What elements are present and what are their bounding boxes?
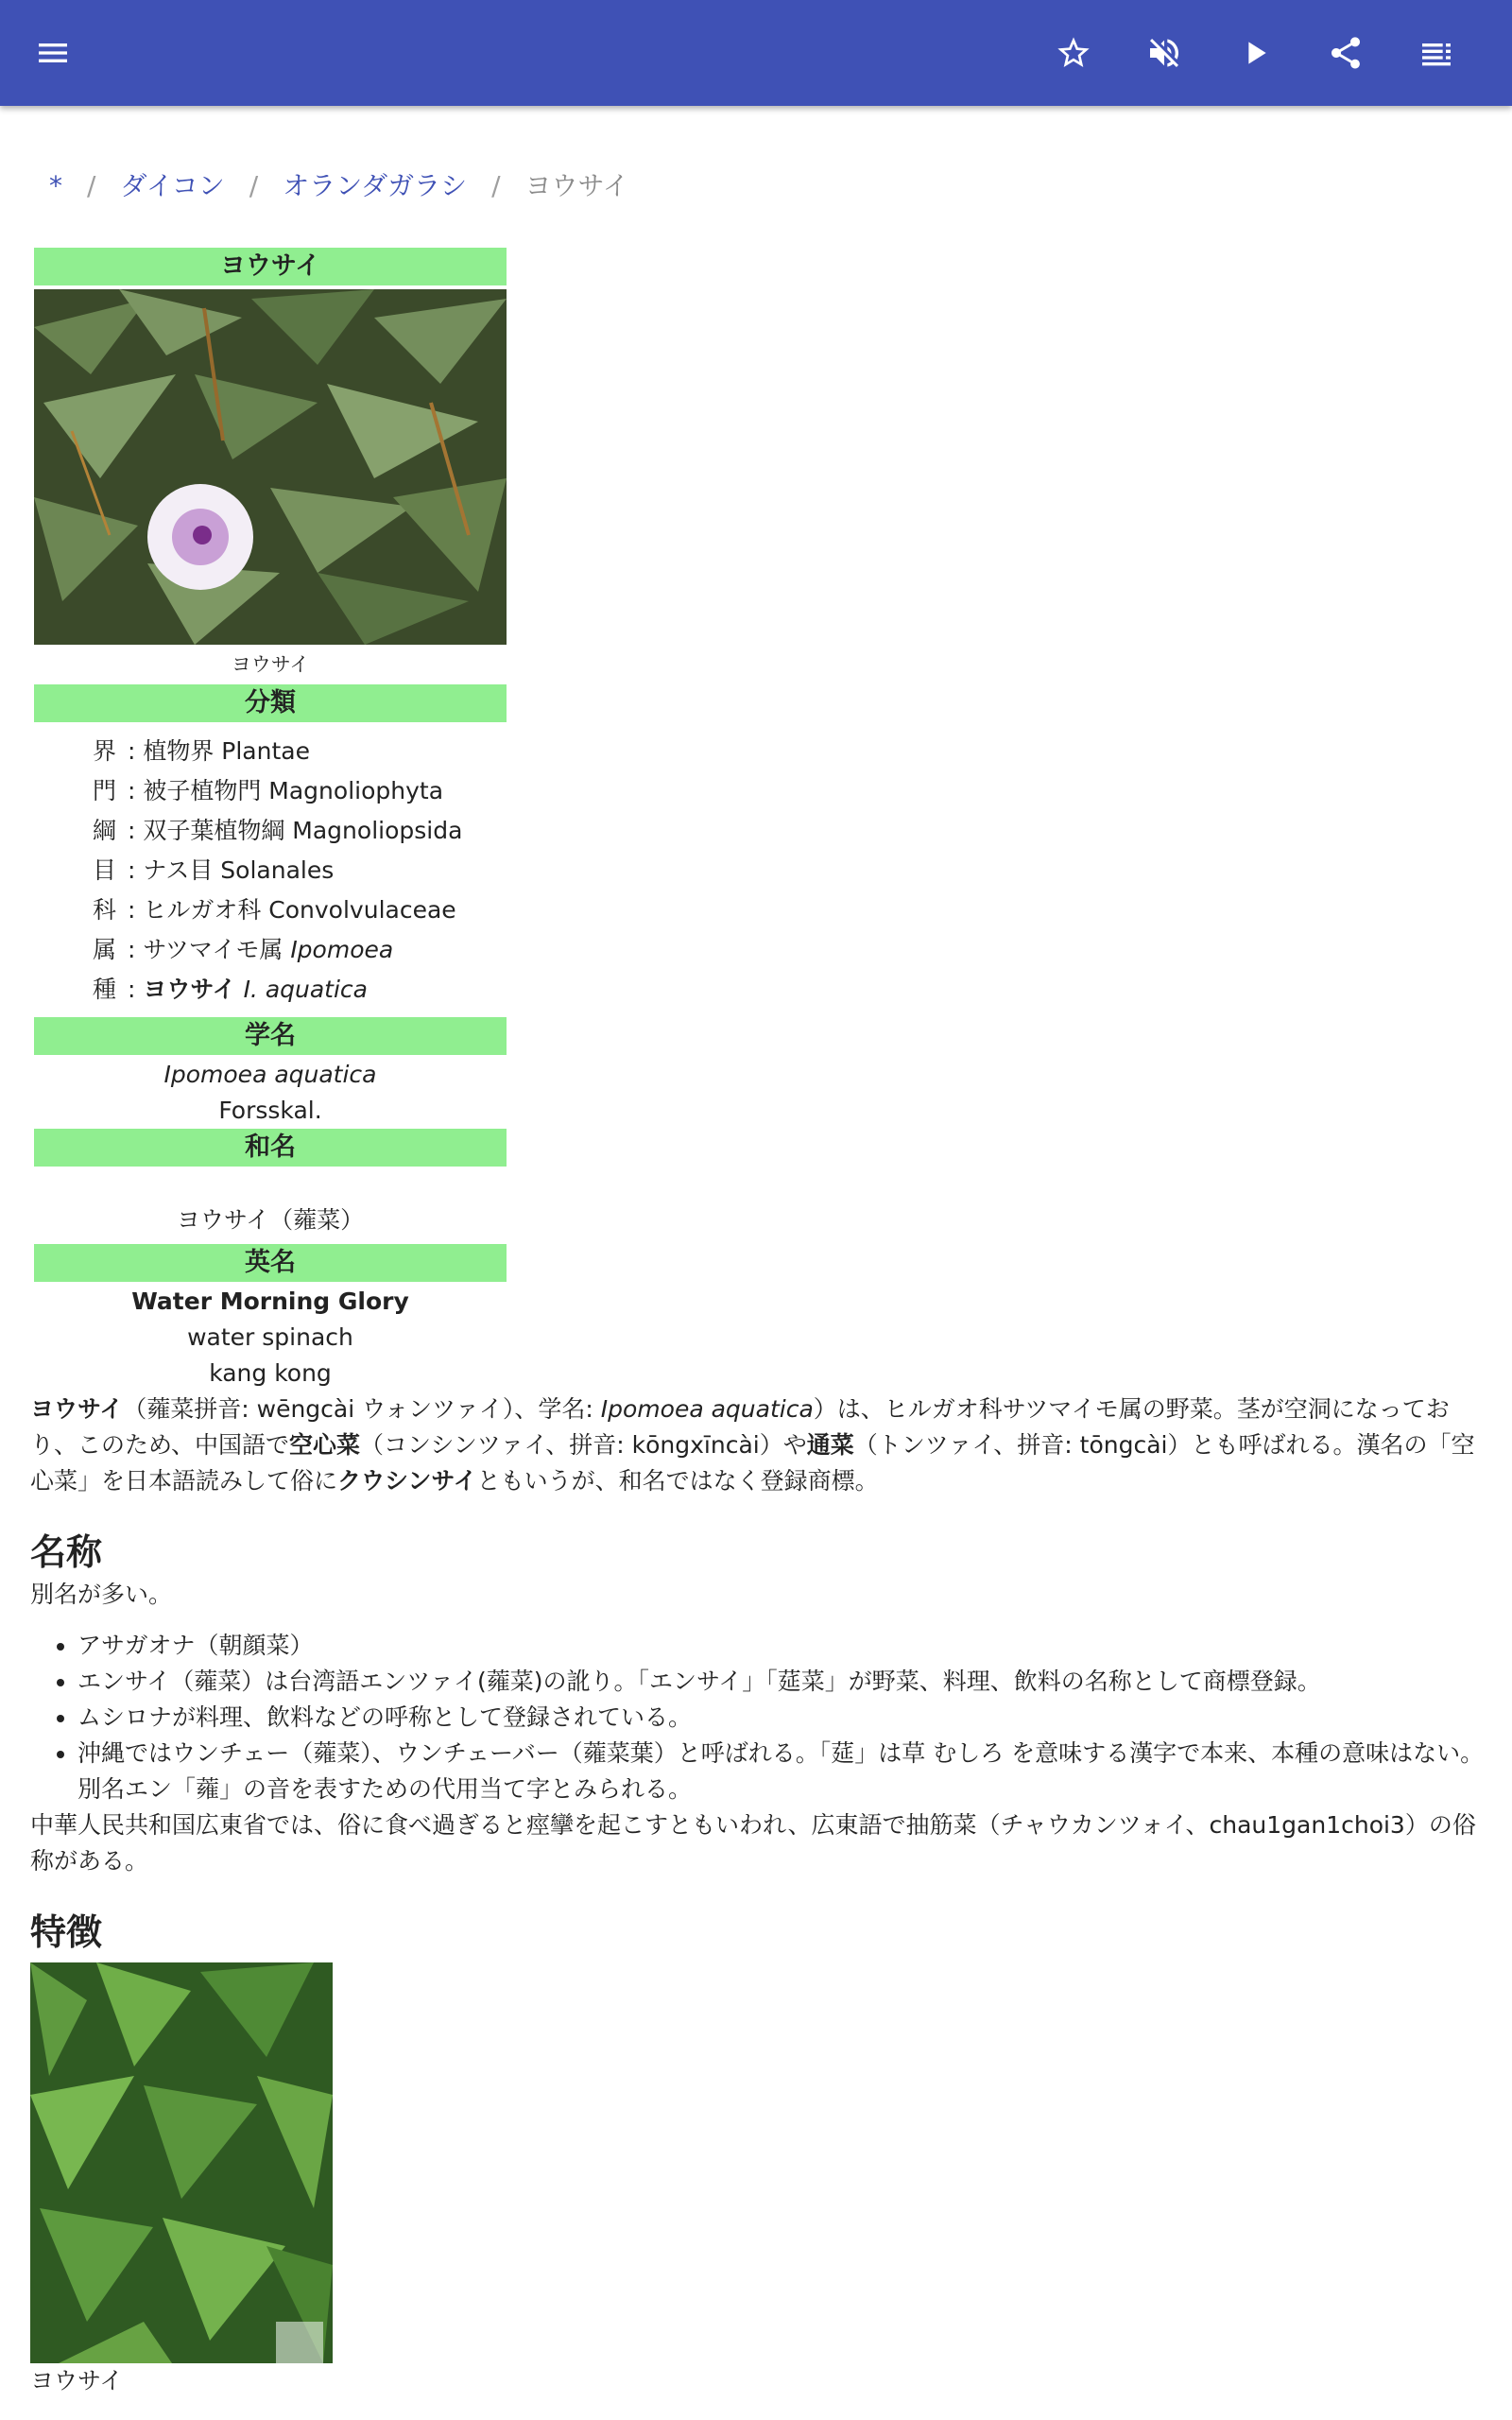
taxobox-title: ヨウサイ <box>34 248 507 285</box>
taxon-link[interactable]: 被子植物門 Magnoliophyta <box>143 777 444 804</box>
intro-bold: クウシンサイ <box>337 1467 477 1495</box>
names-lead: 別名が多い。 <box>30 1581 173 1608</box>
list-item: • ムシロナが料理、飲料などの呼称として登録されている。 <box>77 1700 1486 1736</box>
taxon-species: 種 : ヨウサイ I. aquatica <box>93 976 368 1003</box>
taxon-latin: Ipomoea <box>290 936 394 963</box>
taxon-genus: 属 : サツマイモ属 Ipomoea <box>93 936 394 963</box>
playlist-icon <box>1418 34 1455 72</box>
share-icon <box>1327 34 1365 72</box>
water-spinach-flower-photo[interactable] <box>34 289 507 645</box>
japanese-name: ヨウサイ（蕹菜） <box>176 1206 365 1234</box>
scientific-name <box>34 1057 507 1093</box>
rank-label: 目 <box>93 856 117 884</box>
article-subject: ヨウサイ <box>30 1395 124 1423</box>
taxon-latin: I. aquatica <box>243 976 368 1003</box>
taxon-order: 目 : ナス目 Solanales <box>93 856 335 884</box>
photo-caption: ヨウサイ <box>231 653 310 676</box>
list-item: • 沖縄ではウンチェー（蕹菜）、ウンチェーバー（蕹菜葉）と呼ばれる。「莚」は草 むしろ を意味する漢字で本来、本種の意味はない。別名エン「蕹」の音を表すための代用当て字とみられる。 <box>77 1736 1486 1807</box>
taxon-link[interactable]: 双子葉植物綱 Magnoliopsida <box>143 817 463 844</box>
breadcrumb-link-orandagarashi[interactable]: オランダガラシ <box>283 170 468 201</box>
breadcrumb-link-root[interactable]: * <box>49 170 62 201</box>
scientific-name-author: Forsskal. <box>218 1097 322 1124</box>
contents-button[interactable] <box>1410 26 1463 79</box>
bookmark-button[interactable] <box>1047 26 1100 79</box>
rank-label: 綱 <box>93 817 117 844</box>
rank-label: 科 <box>93 896 117 924</box>
app-bar <box>0 0 1512 106</box>
taxonomy-list <box>34 722 507 1017</box>
play-icon <box>1236 34 1274 72</box>
english-name-alt: kang kong <box>209 1359 332 1387</box>
star-outline-icon <box>1055 34 1092 72</box>
taxon-species-name: ヨウサイ <box>143 976 236 1003</box>
play-button[interactable] <box>1228 26 1281 79</box>
intro-text: （コンシンツァイ、拼音: kōngxīncài）や <box>360 1431 807 1459</box>
breadcrumb-current: ヨウサイ <box>524 170 629 201</box>
rank-label: 種 <box>93 976 117 1003</box>
taxon-link[interactable]: サツマイモ属 <box>143 936 284 963</box>
list-item: • エンサイ（蕹菜）は台湾語エンツァイ(蕹菜)の訛り。「エンサイ」「莚菜」が野菜、料理、飲料の名称として商標登録。 <box>77 1664 1486 1700</box>
english-name-header: 英名 <box>34 1244 507 1282</box>
taxobox <box>34 248 507 1392</box>
rank-label: 属 <box>93 936 117 963</box>
photo2-caption: ヨウサイ <box>30 2367 124 2394</box>
intro-text: ともいうが、和名ではなく登録商標。 <box>476 1467 879 1495</box>
section-title-names: 名称 <box>30 1531 103 1573</box>
intro-paragraph <box>30 1392 1486 1499</box>
breadcrumb-separator: / <box>249 170 259 201</box>
article-body <box>30 1392 1486 2399</box>
rank-label: 界 <box>93 737 117 765</box>
menu-button[interactable] <box>26 26 79 79</box>
breadcrumb-separator: / <box>491 170 501 201</box>
menu-icon <box>34 34 72 72</box>
rank-label: 門 <box>93 777 117 804</box>
breadcrumb-separator: / <box>87 170 96 201</box>
intro-bold: 通菜 <box>806 1431 854 1459</box>
english-name-alt: water spinach <box>187 1323 353 1351</box>
taxon-family: 科 : ヒルガオ科 Convolvulaceae <box>93 896 456 924</box>
scientific-name-header: 学名 <box>34 1017 507 1055</box>
water-spinach-plants-photo[interactable] <box>30 1962 333 2363</box>
english-name-primary: Water Morning Glory <box>131 1288 409 1315</box>
mute-button[interactable] <box>1138 26 1191 79</box>
taxon-link[interactable]: ナス目 Solanales <box>143 856 335 884</box>
list-item: • アサガオナ（朝顔菜） <box>77 1628 1486 1664</box>
breadcrumb <box>49 165 629 207</box>
intro-text: （トンツァイ、拼音: tōngcài）とも呼ばれる。漢名の「空心菜」を日本語読みして俗に <box>30 1431 1475 1495</box>
japanese-name-header: 和名 <box>34 1129 507 1167</box>
taxon-link[interactable]: 植物界 Plantae <box>143 737 310 765</box>
intro-bold: 空心菜 <box>289 1431 361 1459</box>
names-paragraph: 中華人民共和国広東省では、俗に食べ過ぎると痙攣を起こすともいわれ、広東語で抽筋菜（チャウカンツォイ、chau1gan1choi3）の俗称がある。 <box>30 1811 1476 1875</box>
taxon-link[interactable]: ヒルガオ科 Convolvulaceae <box>143 896 456 924</box>
intro-text: （蕹菜拼音: wēngcài ウォンツァイ）、学名: <box>123 1395 601 1423</box>
taxon-division: 門 : 被子植物門 Magnoliophyta <box>93 777 444 804</box>
taxon-class: 綱 : 双子葉植物綱 Magnoliopsida <box>93 817 463 844</box>
aliases-list <box>30 1628 1486 1807</box>
intro-latin: Ipomoea aquatica <box>600 1395 814 1423</box>
section-title-features: 特徴 <box>30 1911 103 1953</box>
taxon-kingdom: 界 : 植物界 Plantae <box>93 737 310 765</box>
breadcrumb-link-daikon[interactable]: ダイコン <box>120 170 225 201</box>
volume-off-icon <box>1145 34 1183 72</box>
classification-header: 分類 <box>34 684 507 722</box>
share-button[interactable] <box>1319 26 1372 79</box>
intro-text: ）は、ヒルガオ科サツマイモ属の野菜。茎が空洞になっており、このため、中国語で <box>30 1395 1450 1459</box>
scientific-name-text: Ipomoea aquatica <box>163 1061 377 1088</box>
